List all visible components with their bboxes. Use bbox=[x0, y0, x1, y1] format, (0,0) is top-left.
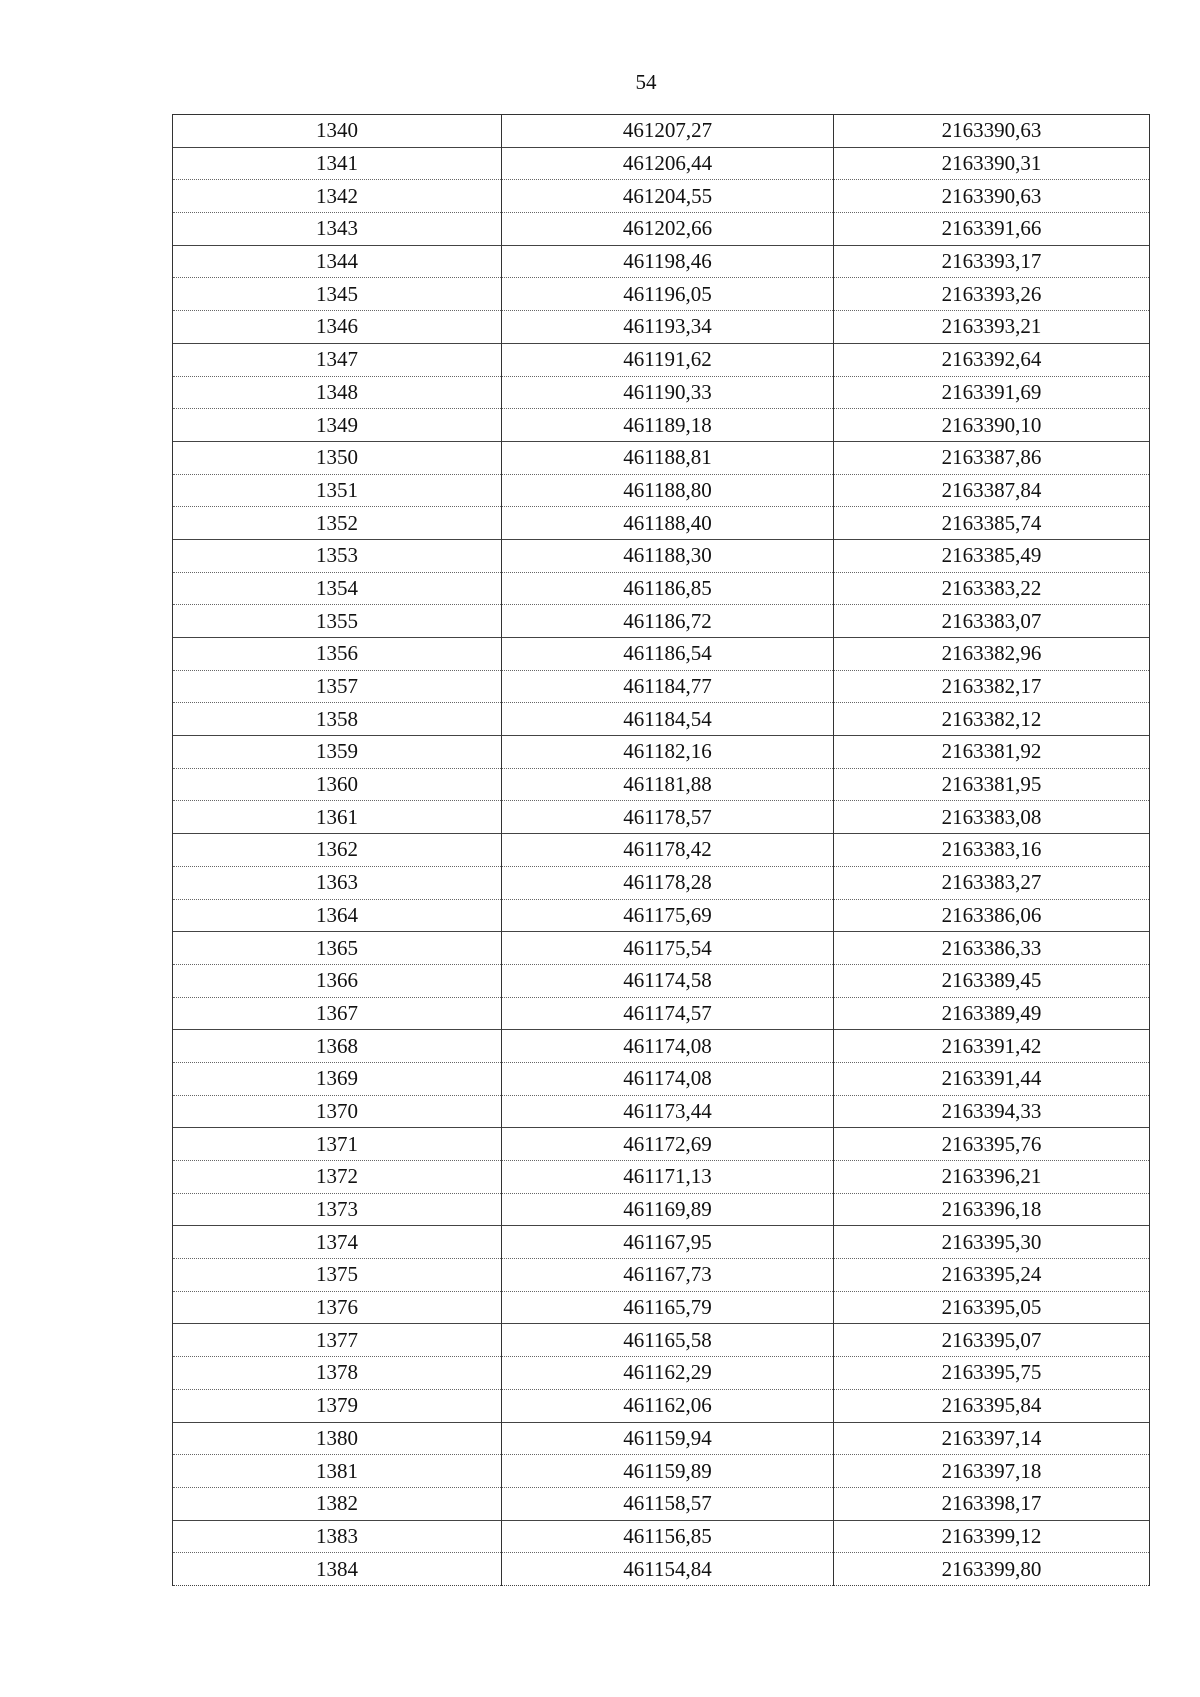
point-number-cell: 1352 bbox=[173, 507, 502, 540]
x-coordinate-cell: 461178,57 bbox=[502, 801, 834, 834]
x-coordinate-cell: 461188,40 bbox=[502, 507, 834, 540]
point-number-cell: 1373 bbox=[173, 1193, 502, 1226]
y-coordinate-cell: 2163385,49 bbox=[834, 539, 1150, 572]
table-row bbox=[173, 1455, 1150, 1488]
x-coordinate-cell: 461190,33 bbox=[502, 376, 834, 409]
table-row bbox=[173, 343, 1150, 376]
point-number-cell: 1348 bbox=[173, 376, 502, 409]
y-coordinate-cell: 2163382,17 bbox=[834, 670, 1150, 703]
y-coordinate-cell: 2163390,63 bbox=[834, 115, 1150, 148]
table-row bbox=[173, 1030, 1150, 1063]
point-number-cell: 1340 bbox=[173, 115, 502, 148]
x-coordinate-cell: 461206,44 bbox=[502, 147, 834, 180]
page-number: 54 bbox=[635, 70, 657, 94]
x-coordinate-cell: 461198,46 bbox=[502, 245, 834, 278]
point-number-cell: 1365 bbox=[173, 932, 502, 965]
y-coordinate-cell: 2163383,27 bbox=[834, 866, 1150, 899]
table-row bbox=[173, 1389, 1150, 1422]
x-coordinate-cell: 461162,29 bbox=[502, 1357, 834, 1390]
y-coordinate-cell: 2163389,49 bbox=[834, 997, 1150, 1030]
table-row bbox=[173, 801, 1150, 834]
table-row bbox=[173, 899, 1150, 932]
y-coordinate-cell: 2163385,74 bbox=[834, 507, 1150, 540]
table-row bbox=[173, 376, 1150, 409]
table-row bbox=[173, 1422, 1150, 1455]
point-number-cell: 1362 bbox=[173, 834, 502, 867]
x-coordinate-cell: 461167,95 bbox=[502, 1226, 834, 1259]
point-number-cell: 1381 bbox=[173, 1455, 502, 1488]
point-number-cell: 1384 bbox=[173, 1553, 502, 1586]
table-row bbox=[173, 1487, 1150, 1520]
x-coordinate-cell: 461175,69 bbox=[502, 899, 834, 932]
point-number-cell: 1374 bbox=[173, 1226, 502, 1259]
x-coordinate-cell: 461165,58 bbox=[502, 1324, 834, 1357]
x-coordinate-cell: 461184,77 bbox=[502, 670, 834, 703]
point-number-cell: 1357 bbox=[173, 670, 502, 703]
point-number-cell: 1369 bbox=[173, 1062, 502, 1095]
point-number-cell: 1366 bbox=[173, 964, 502, 997]
x-coordinate-cell: 461196,05 bbox=[502, 278, 834, 311]
y-coordinate-cell: 2163381,95 bbox=[834, 768, 1150, 801]
table-row bbox=[173, 1161, 1150, 1194]
table-row bbox=[173, 964, 1150, 997]
y-coordinate-cell: 2163396,18 bbox=[834, 1193, 1150, 1226]
y-coordinate-cell: 2163393,26 bbox=[834, 278, 1150, 311]
x-coordinate-cell: 461193,34 bbox=[502, 311, 834, 344]
table-row bbox=[173, 605, 1150, 638]
table-row bbox=[173, 1062, 1150, 1095]
point-number-cell: 1383 bbox=[173, 1520, 502, 1553]
y-coordinate-cell: 2163397,18 bbox=[834, 1455, 1150, 1488]
y-coordinate-cell: 2163399,80 bbox=[834, 1553, 1150, 1586]
y-coordinate-cell: 2163391,66 bbox=[834, 213, 1150, 246]
x-coordinate-cell: 461204,55 bbox=[502, 180, 834, 213]
table-row bbox=[173, 1520, 1150, 1553]
x-coordinate-cell: 461169,89 bbox=[502, 1193, 834, 1226]
x-coordinate-cell: 461162,06 bbox=[502, 1389, 834, 1422]
table-row bbox=[173, 1324, 1150, 1357]
point-number-cell: 1355 bbox=[173, 605, 502, 638]
table-row bbox=[173, 1259, 1150, 1292]
point-number-cell: 1353 bbox=[173, 539, 502, 572]
table-row bbox=[173, 1357, 1150, 1390]
point-number-cell: 1379 bbox=[173, 1389, 502, 1422]
x-coordinate-cell: 461186,85 bbox=[502, 572, 834, 605]
table-row bbox=[173, 866, 1150, 899]
point-number-cell: 1371 bbox=[173, 1128, 502, 1161]
y-coordinate-cell: 2163395,30 bbox=[834, 1226, 1150, 1259]
point-number-cell: 1368 bbox=[173, 1030, 502, 1063]
y-coordinate-cell: 2163395,05 bbox=[834, 1291, 1150, 1324]
point-number-cell: 1350 bbox=[173, 441, 502, 474]
point-number-cell: 1347 bbox=[173, 343, 502, 376]
y-coordinate-cell: 2163391,69 bbox=[834, 376, 1150, 409]
point-number-cell: 1363 bbox=[173, 866, 502, 899]
x-coordinate-cell: 461167,73 bbox=[502, 1259, 834, 1292]
x-coordinate-cell: 461171,13 bbox=[502, 1161, 834, 1194]
point-number-cell: 1375 bbox=[173, 1259, 502, 1292]
x-coordinate-cell: 461188,80 bbox=[502, 474, 834, 507]
table-row bbox=[173, 147, 1150, 180]
y-coordinate-cell: 2163383,08 bbox=[834, 801, 1150, 834]
point-number-cell: 1341 bbox=[173, 147, 502, 180]
table-row bbox=[173, 768, 1150, 801]
table-row bbox=[173, 932, 1150, 965]
x-coordinate-cell: 461186,54 bbox=[502, 638, 834, 671]
point-number-cell: 1344 bbox=[173, 245, 502, 278]
coordinates-table-body bbox=[173, 115, 1150, 1586]
y-coordinate-cell: 2163399,12 bbox=[834, 1520, 1150, 1553]
point-number-cell: 1380 bbox=[173, 1422, 502, 1455]
x-coordinate-cell: 461175,54 bbox=[502, 932, 834, 965]
table-row bbox=[173, 474, 1150, 507]
point-number-cell: 1343 bbox=[173, 213, 502, 246]
y-coordinate-cell: 2163383,07 bbox=[834, 605, 1150, 638]
y-coordinate-cell: 2163398,17 bbox=[834, 1487, 1150, 1520]
table-row bbox=[173, 213, 1150, 246]
y-coordinate-cell: 2163395,76 bbox=[834, 1128, 1150, 1161]
point-number-cell: 1360 bbox=[173, 768, 502, 801]
x-coordinate-cell: 461158,57 bbox=[502, 1487, 834, 1520]
coordinates-table bbox=[172, 114, 1150, 1586]
x-coordinate-cell: 461186,72 bbox=[502, 605, 834, 638]
x-coordinate-cell: 461165,79 bbox=[502, 1291, 834, 1324]
point-number-cell: 1372 bbox=[173, 1161, 502, 1194]
table-row bbox=[173, 1553, 1150, 1586]
table-row bbox=[173, 1226, 1150, 1259]
table-row bbox=[173, 638, 1150, 671]
table-row bbox=[173, 670, 1150, 703]
table-row bbox=[173, 180, 1150, 213]
y-coordinate-cell: 2163390,63 bbox=[834, 180, 1150, 213]
y-coordinate-cell: 2163381,92 bbox=[834, 736, 1150, 769]
y-coordinate-cell: 2163392,64 bbox=[834, 343, 1150, 376]
x-coordinate-cell: 461181,88 bbox=[502, 768, 834, 801]
x-coordinate-cell: 461188,81 bbox=[502, 441, 834, 474]
x-coordinate-cell: 461178,42 bbox=[502, 834, 834, 867]
y-coordinate-cell: 2163391,42 bbox=[834, 1030, 1150, 1063]
y-coordinate-cell: 2163397,14 bbox=[834, 1422, 1150, 1455]
x-coordinate-cell: 461178,28 bbox=[502, 866, 834, 899]
y-coordinate-cell: 2163395,75 bbox=[834, 1357, 1150, 1390]
y-coordinate-cell: 2163386,33 bbox=[834, 932, 1150, 965]
x-coordinate-cell: 461156,85 bbox=[502, 1520, 834, 1553]
y-coordinate-cell: 2163395,07 bbox=[834, 1324, 1150, 1357]
table-row bbox=[173, 703, 1150, 736]
table-row bbox=[173, 997, 1150, 1030]
point-number-cell: 1376 bbox=[173, 1291, 502, 1324]
x-coordinate-cell: 461191,62 bbox=[502, 343, 834, 376]
x-coordinate-cell: 461189,18 bbox=[502, 409, 834, 442]
y-coordinate-cell: 2163389,45 bbox=[834, 964, 1150, 997]
point-number-cell: 1361 bbox=[173, 801, 502, 834]
x-coordinate-cell: 461174,08 bbox=[502, 1062, 834, 1095]
y-coordinate-cell: 2163396,21 bbox=[834, 1161, 1150, 1194]
point-number-cell: 1349 bbox=[173, 409, 502, 442]
table-row bbox=[173, 245, 1150, 278]
table-row bbox=[173, 736, 1150, 769]
x-coordinate-cell: 461154,84 bbox=[502, 1553, 834, 1586]
y-coordinate-cell: 2163383,22 bbox=[834, 572, 1150, 605]
y-coordinate-cell: 2163394,33 bbox=[834, 1095, 1150, 1128]
table-row bbox=[173, 409, 1150, 442]
table-row bbox=[173, 115, 1150, 148]
point-number-cell: 1346 bbox=[173, 311, 502, 344]
x-coordinate-cell: 461174,08 bbox=[502, 1030, 834, 1063]
point-number-cell: 1364 bbox=[173, 899, 502, 932]
y-coordinate-cell: 2163383,16 bbox=[834, 834, 1150, 867]
y-coordinate-cell: 2163393,17 bbox=[834, 245, 1150, 278]
y-coordinate-cell: 2163390,31 bbox=[834, 147, 1150, 180]
y-coordinate-cell: 2163395,84 bbox=[834, 1389, 1150, 1422]
x-coordinate-cell: 461159,89 bbox=[502, 1455, 834, 1488]
table-row bbox=[173, 311, 1150, 344]
y-coordinate-cell: 2163386,06 bbox=[834, 899, 1150, 932]
x-coordinate-cell: 461174,58 bbox=[502, 964, 834, 997]
x-coordinate-cell: 461172,69 bbox=[502, 1128, 834, 1161]
point-number-cell: 1367 bbox=[173, 997, 502, 1030]
table-row bbox=[173, 539, 1150, 572]
y-coordinate-cell: 2163391,44 bbox=[834, 1062, 1150, 1095]
point-number-cell: 1345 bbox=[173, 278, 502, 311]
table-row bbox=[173, 278, 1150, 311]
table-row bbox=[173, 507, 1150, 540]
point-number-cell: 1377 bbox=[173, 1324, 502, 1357]
x-coordinate-cell: 461173,44 bbox=[502, 1095, 834, 1128]
x-coordinate-cell: 461207,27 bbox=[502, 115, 834, 148]
y-coordinate-cell: 2163387,86 bbox=[834, 441, 1150, 474]
table-row bbox=[173, 1095, 1150, 1128]
point-number-cell: 1356 bbox=[173, 638, 502, 671]
point-number-cell: 1382 bbox=[173, 1487, 502, 1520]
x-coordinate-cell: 461184,54 bbox=[502, 703, 834, 736]
x-coordinate-cell: 461202,66 bbox=[502, 213, 834, 246]
y-coordinate-cell: 2163395,24 bbox=[834, 1259, 1150, 1292]
x-coordinate-cell: 461188,30 bbox=[502, 539, 834, 572]
point-number-cell: 1351 bbox=[173, 474, 502, 507]
table-row bbox=[173, 1291, 1150, 1324]
y-coordinate-cell: 2163382,12 bbox=[834, 703, 1150, 736]
table-row bbox=[173, 1193, 1150, 1226]
table-row bbox=[173, 441, 1150, 474]
table-row bbox=[173, 1128, 1150, 1161]
point-number-cell: 1370 bbox=[173, 1095, 502, 1128]
table-row bbox=[173, 834, 1150, 867]
x-coordinate-cell: 461174,57 bbox=[502, 997, 834, 1030]
y-coordinate-cell: 2163390,10 bbox=[834, 409, 1150, 442]
x-coordinate-cell: 461159,94 bbox=[502, 1422, 834, 1455]
point-number-cell: 1358 bbox=[173, 703, 502, 736]
point-number-cell: 1378 bbox=[173, 1357, 502, 1390]
point-number-cell: 1342 bbox=[173, 180, 502, 213]
point-number-cell: 1354 bbox=[173, 572, 502, 605]
point-number-cell: 1359 bbox=[173, 736, 502, 769]
x-coordinate-cell: 461182,16 bbox=[502, 736, 834, 769]
y-coordinate-cell: 2163387,84 bbox=[834, 474, 1150, 507]
y-coordinate-cell: 2163393,21 bbox=[834, 311, 1150, 344]
y-coordinate-cell: 2163382,96 bbox=[834, 638, 1150, 671]
table-row bbox=[173, 572, 1150, 605]
